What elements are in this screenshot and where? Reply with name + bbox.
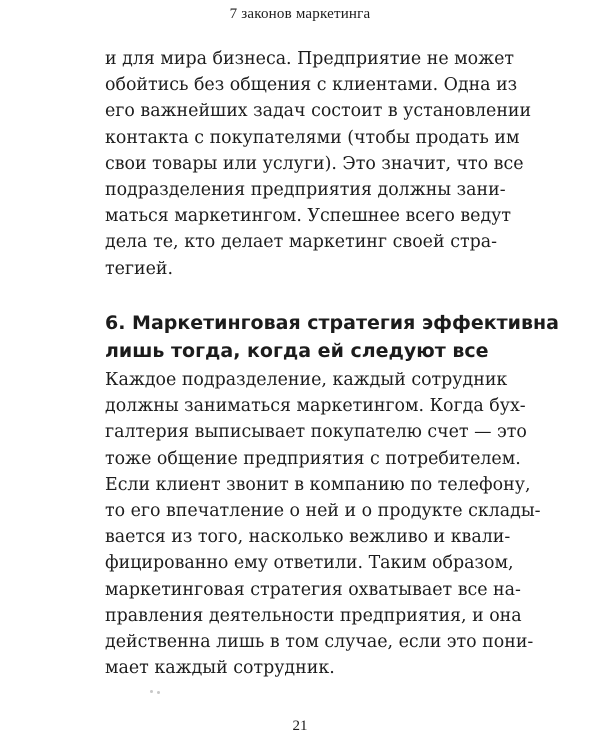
text-line: маркетинговая стратегия охватывает все на- [105,579,521,600]
text-line: мает каждый сотрудник. [105,658,335,679]
text-line: то его впечатление о ней и о продукте склады- [105,501,541,522]
text-line: свои товары или услуги). Это значит, что все [105,153,524,174]
paper-speck [157,691,160,694]
text-line: вается из того, насколько вежливо и квали- [105,527,511,548]
text-line: галтерия выписывает покупателю счет — это [105,422,527,443]
section-heading [105,309,559,365]
page-number: 21 [292,718,308,734]
text-line: должны заниматься маркетингом. Когда бух- [105,396,526,417]
text-line: дела те, кто делает маркетинг своей стра- [105,232,497,253]
text-line: маться маркетингом. Успешнее всего ведут [105,206,512,227]
text-line: тегией. [105,258,174,279]
heading-line: 6. Маркетинговая стратегия эффективна [105,312,559,334]
paper-speck [150,690,153,693]
text-line: Каждое подразделение, каждый сотрудник [105,370,508,390]
text-line: его важнейших задач состоит в установлении [105,101,532,122]
body-paragraph-1 [105,46,532,282]
text-line: Если клиент звонит в компанию по телефону, [105,474,531,495]
text-line: действенна лишь в том случае, если это пони- [105,632,534,653]
text-line: подразделения предприятия должны зани- [105,180,506,201]
text-line: тоже общение предприятия с потребителем. [105,448,521,469]
text-line: контакта с покупателями (чтобы продать им [105,127,520,148]
text-line: и для мира бизнеса. Предприятие не может [105,49,515,69]
text-line: фицированно ему ответили. Таким образом, [105,553,514,574]
text-line: правления деятельности предприятия, и она [105,605,522,626]
heading-line: лишь тогда, когда ей следуют все [105,340,489,362]
running-head-title: 7 законов маркетинга [229,6,371,22]
body-paragraph-2 [105,367,541,681]
text-line: обойтись без общения с клиентами. Одна из [105,75,518,96]
